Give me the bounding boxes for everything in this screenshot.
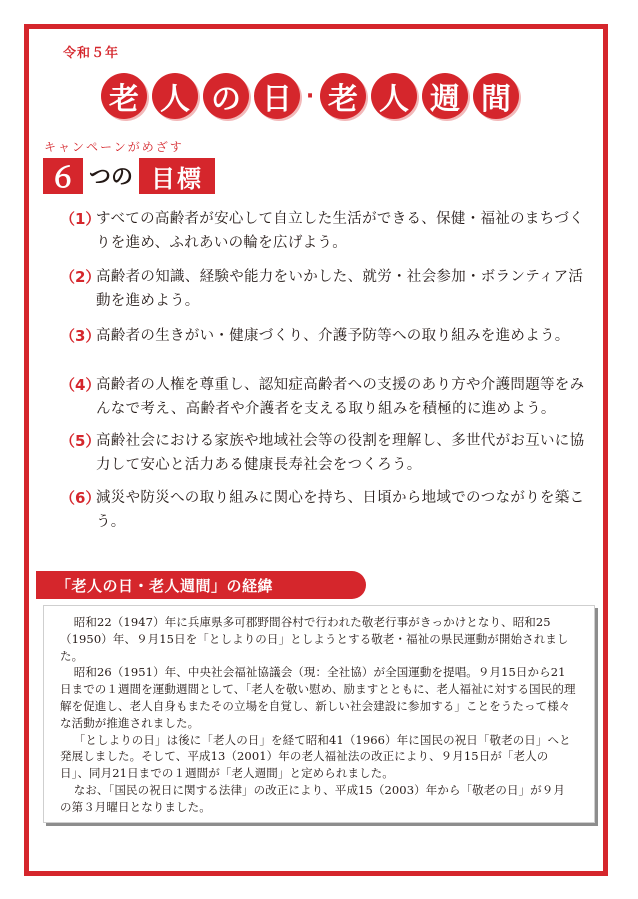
goals-connector: つの [89, 165, 134, 190]
goals-word-badge: 目標 [139, 158, 215, 194]
goal-item [60, 429, 600, 477]
title-char: 人 [152, 73, 198, 119]
title-separator: · [305, 83, 315, 109]
title-char: 人 [371, 73, 417, 119]
history-heading: 「老人の日・老人週間」の経緯 [36, 571, 366, 599]
goal-text: 高齢者の人権を尊重し、認知症高齢者への支援のあり方や介護問題等をみんなで考え、高齢者や介護者を支える取り組みを積極的に進めよう。 [96, 377, 585, 417]
goal-text: すべての高齢者が安心して自立した生活ができる、保健・福祉のまちづくりを進め、ふれあいの輪を広げよう。 [96, 211, 584, 251]
history-paragraph: 「としよりの日」は後に「老人の日」を経て昭和41（1966）年に国民の祝日「敬老の日」へと発展しました。そして、平成13（2001）年の老人福祉法の改正により、９月15日が「老人の日」、同月21日までの１週間が「老人週間」と定められました。 [60, 732, 571, 781]
goal-number: （3） [60, 327, 101, 345]
title-char: 老 [101, 73, 147, 119]
history-paragraph: 昭和22（1947）年に兵庫県多可郡野間谷村で行われた敬老行事がきっかけとなり、昭和25（1950）年、９月15日を「としよりの日」としようとする敬老・福祉の県民運動が開始されました。 [60, 615, 569, 663]
goals-heading [43, 158, 215, 194]
history-paragraph: 昭和26（1951）年、中央社会福祉協議会（現：全社協）が全国運動を提唱。９月15日から21日までの１週間を運動週間として、「老人を敬い慰め、励ますとともに、老人福祉に対する国民的理解を促進し、老人自身もまたその立場を自覚し、新しい社会建設に参加する」ことをうたって様々な活動が推進されました。 [60, 665, 576, 730]
goal-text: 高齢者の生きがい・健康づくり、介護予防等への取り組みを進めよう。 [96, 328, 570, 344]
goal-item [60, 207, 600, 255]
history-box [43, 605, 595, 823]
campaign-label: キャンペーンがめざす [44, 140, 184, 154]
page-title [101, 68, 524, 124]
goal-text: 高齢者の知識、経験や能力をいかした、就労・社会参加・ボランティア活動を進めよう。 [96, 269, 584, 309]
goal-item [60, 324, 600, 348]
goal-item [60, 486, 600, 534]
goals-count-badge: ６ [43, 158, 83, 194]
title-char: 老 [320, 73, 366, 119]
title-char: 間 [473, 73, 519, 119]
goal-number: （5） [60, 432, 101, 450]
title-char: 日 [254, 73, 300, 119]
goal-number: （2） [60, 268, 101, 286]
title-char: 週 [422, 73, 468, 119]
era-label: 令和５年 [63, 46, 120, 61]
goal-number: （6） [60, 489, 101, 507]
goal-text: 減災や防災への取り組みに関心を持ち、日頃から地域でのつながりを築こう。 [96, 490, 585, 530]
goal-item [60, 373, 600, 421]
goal-text: 高齢社会における家族や地域社会等の役割を理解し、多世代がお互いに協力して安心と活力ある健康長寿社会をつくろう。 [96, 433, 585, 473]
goal-number: （4） [60, 376, 101, 394]
goal-item [60, 265, 600, 313]
history-paragraph: なお、「国民の祝日に関する法律」の改正により、平成15（2003）年から「敬老の日」が９月の第３月曜日となりました。 [60, 782, 565, 814]
goal-number: （1） [60, 210, 101, 228]
title-char: の [203, 73, 249, 119]
